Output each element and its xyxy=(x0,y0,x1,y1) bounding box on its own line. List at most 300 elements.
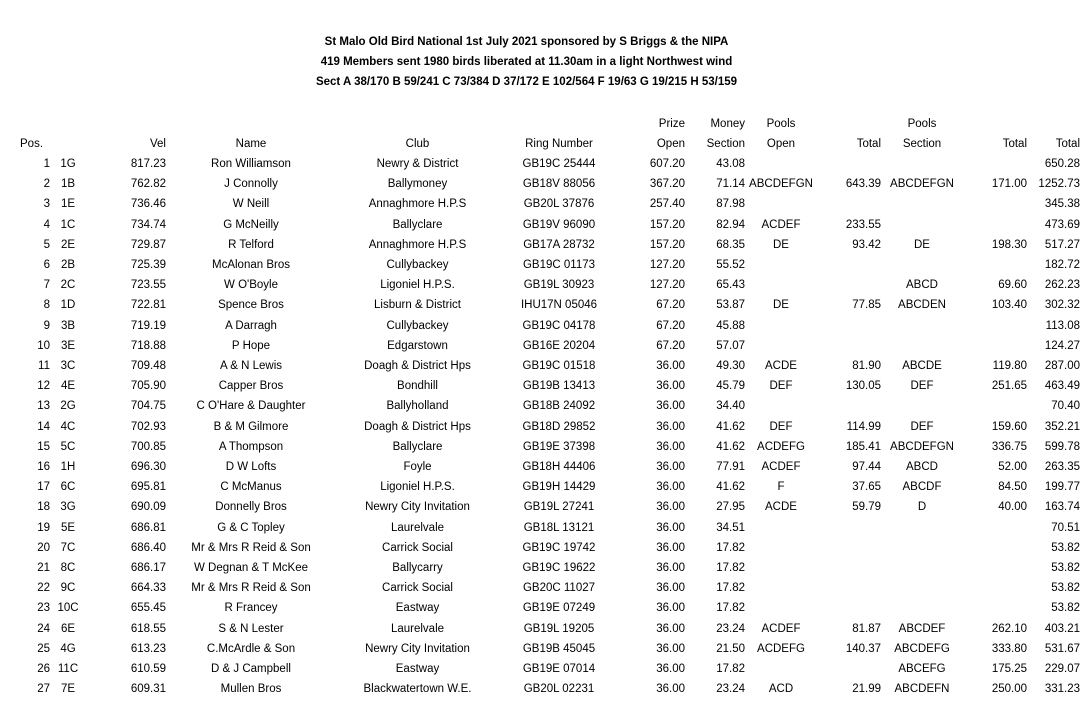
club-cell: Doagh & District Hps xyxy=(364,360,471,373)
club-cell: Bondhill xyxy=(397,380,438,393)
prize-open-cell: 36.00 xyxy=(656,602,685,615)
money-section-cell: 45.79 xyxy=(716,380,745,393)
name-cell: G & C Topley xyxy=(217,521,285,534)
club-cell: Ballyholland xyxy=(386,400,449,413)
money-section-cell: 23.24 xyxy=(716,622,745,635)
ring-number-cell: GB18D 29852 xyxy=(522,420,596,433)
velocity-cell: 729.87 xyxy=(130,238,166,251)
velocity-cell: 609.31 xyxy=(130,683,166,696)
money-section-cell: 17.82 xyxy=(716,602,745,615)
prize-open-cell: 127.20 xyxy=(649,259,685,272)
total-section-cell: 84.50 xyxy=(998,481,1027,494)
col-header-pools-section: Section xyxy=(902,138,942,150)
section-pos-cell: 8C xyxy=(60,562,76,575)
pools-open-cell: DE xyxy=(773,238,789,251)
table-row xyxy=(20,619,1080,639)
velocity-cell: 723.55 xyxy=(130,279,166,292)
pos-cell: 6 xyxy=(43,259,50,272)
name-cell: R Francey xyxy=(224,602,278,615)
pools-section-cell: ABCDEFGN xyxy=(890,178,954,191)
club-cell: Doagh & District Hps xyxy=(364,420,471,433)
velocity-cell: 613.23 xyxy=(130,642,166,655)
pools-open-cell xyxy=(745,518,817,538)
velocity-cell: 690.09 xyxy=(130,501,166,514)
total-cell: 352.21 xyxy=(1044,420,1080,433)
money-section-cell: 27.95 xyxy=(716,501,745,514)
money-section-cell: 21.50 xyxy=(716,642,745,655)
total-open-cell: 21.99 xyxy=(852,683,881,696)
pools-section-cell xyxy=(881,518,963,538)
pools-section-cell: DE xyxy=(914,238,930,251)
pools-open-cell xyxy=(745,316,817,336)
club-cell: Edgarstown xyxy=(387,339,448,352)
name-cell: Ron Williamson xyxy=(211,158,291,170)
section-pos-cell: 9C xyxy=(60,582,76,595)
total-open-cell xyxy=(817,518,881,538)
total-section-cell: 333.80 xyxy=(991,642,1027,655)
section-pos-cell: 1D xyxy=(60,299,76,312)
club-cell: Cullybackey xyxy=(386,319,449,332)
pools-open-cell: ACDEF xyxy=(761,461,801,474)
section-pos-cell: 2B xyxy=(60,259,76,272)
section-pos-cell: 6C xyxy=(60,481,76,494)
prize-open-cell: 36.00 xyxy=(656,582,685,595)
prize-open-cell: 36.00 xyxy=(656,521,685,534)
section-pos-cell: 3C xyxy=(60,360,76,373)
money-section-cell: 43.08 xyxy=(716,158,745,170)
pos-cell: 12 xyxy=(37,380,50,393)
table-row xyxy=(20,316,1080,336)
total-cell: 70.40 xyxy=(1051,400,1080,413)
pools-open-cell xyxy=(745,578,817,598)
table-row xyxy=(20,174,1080,194)
table-row xyxy=(20,154,1080,174)
ring-number-cell: GB18L 13121 xyxy=(523,521,595,534)
prize-open-cell: 607.20 xyxy=(649,158,685,170)
table-row xyxy=(20,497,1080,517)
pools-section-cell: ABCD xyxy=(906,279,938,292)
pools-section-cell xyxy=(881,396,963,416)
money-section-cell: 41.62 xyxy=(716,440,745,453)
section-pos-cell: 2C xyxy=(60,279,76,292)
section-pos-cell: 3E xyxy=(60,339,76,352)
name-cell: G McNeilly xyxy=(223,218,279,231)
club-cell: Cullybackey xyxy=(386,259,449,272)
total-cell: 229.07 xyxy=(1044,663,1080,676)
total-cell: 113.08 xyxy=(1045,319,1080,332)
table-row xyxy=(20,538,1080,558)
total-cell: 182.72 xyxy=(1044,259,1080,272)
name-cell: C.McArdle & Son xyxy=(206,642,296,655)
money-section-cell: 71.14 xyxy=(716,178,745,191)
prize-open-cell: 36.00 xyxy=(656,461,685,474)
velocity-cell: 722.81 xyxy=(130,299,166,312)
money-section-cell: 57.07 xyxy=(716,339,745,352)
section-pos-cell: 5C xyxy=(60,440,76,453)
pools-section-cell xyxy=(881,255,963,275)
total-open-cell xyxy=(817,275,881,295)
pos-cell: 11 xyxy=(38,360,50,373)
results-title: St Malo Old Bird National 1st July 2021 sponsored by S Briggs & the NIPA xyxy=(324,36,729,48)
total-section-cell xyxy=(963,255,1027,275)
table-row xyxy=(20,255,1080,275)
prize-open-cell: 36.00 xyxy=(656,622,685,635)
pos-cell: 3 xyxy=(43,198,50,211)
ring-number-cell: GB19H 14429 xyxy=(522,481,596,494)
total-cell: 1252.73 xyxy=(1038,178,1080,191)
ring-number-cell: GB19E 37398 xyxy=(522,440,596,453)
name-cell: J Connolly xyxy=(224,178,278,191)
total-section-cell xyxy=(963,518,1027,538)
total-cell: 53.82 xyxy=(1051,541,1080,554)
section-pos-cell: 5E xyxy=(60,521,76,534)
section-pos-cell: 1H xyxy=(60,461,76,474)
pools-section-cell xyxy=(881,194,963,214)
ring-number-cell: GB17A 28732 xyxy=(523,238,595,251)
name-cell: Mr & Mrs R Reid & Son xyxy=(191,582,311,595)
money-section-cell: 53.87 xyxy=(716,299,745,312)
total-open-cell xyxy=(817,154,881,174)
velocity-cell: 696.30 xyxy=(130,461,166,474)
total-section-cell xyxy=(963,194,1027,214)
prize-open-cell: 36.00 xyxy=(656,642,685,655)
pos-cell: 18 xyxy=(37,501,50,514)
money-section-cell: 68.35 xyxy=(716,238,745,251)
col-header-vel: Vel xyxy=(150,138,166,150)
section-pos-cell: 4C xyxy=(60,420,76,433)
total-section-cell: 40.00 xyxy=(998,501,1027,514)
pools-section-cell: DEF xyxy=(910,420,934,433)
name-cell: C O'Hare & Daughter xyxy=(196,400,306,413)
total-section-cell: 175.25 xyxy=(991,663,1027,676)
total-open-cell xyxy=(817,336,881,356)
section-pos-cell: 10C xyxy=(57,602,79,615)
section-pos-cell: 3G xyxy=(60,501,76,514)
prize-open-cell: 157.20 xyxy=(649,218,685,231)
total-section-cell xyxy=(963,538,1027,558)
club-cell: Ballycarry xyxy=(392,562,443,575)
pos-cell: 1 xyxy=(43,158,50,170)
pools-open-cell: ACDEF xyxy=(761,218,801,231)
prize-open-cell: 36.00 xyxy=(656,420,685,433)
club-cell: Laurelvale xyxy=(390,622,445,635)
total-open-cell xyxy=(817,316,881,336)
total-section-cell xyxy=(963,316,1027,336)
total-open-cell xyxy=(817,255,881,275)
total-cell: 463.49 xyxy=(1044,380,1080,393)
velocity-cell: 686.81 xyxy=(130,521,166,534)
pools-section-cell: ABCDE xyxy=(902,360,942,373)
name-cell: W Neill xyxy=(232,198,270,211)
table-row xyxy=(20,194,1080,214)
pos-cell: 10 xyxy=(37,339,50,352)
pools-section-cell xyxy=(881,154,963,174)
ring-number-cell: GB19C 01518 xyxy=(522,360,596,373)
pools-open-cell xyxy=(745,255,817,275)
total-cell: 345.38 xyxy=(1044,198,1080,211)
total-cell: 70.51 xyxy=(1051,521,1080,534)
club-cell: Lisburn & District xyxy=(374,299,461,312)
pools-open-cell xyxy=(745,396,817,416)
pos-cell: 15 xyxy=(37,440,50,453)
section-pos-cell: 11C xyxy=(57,663,79,676)
name-cell: Mullen Bros xyxy=(220,683,282,696)
pools-section-cell xyxy=(881,558,963,578)
name-cell: Capper Bros xyxy=(218,380,284,393)
total-section-cell: 251.65 xyxy=(991,380,1027,393)
col-header-total-section: Total xyxy=(1002,138,1027,150)
velocity-cell: 719.19 xyxy=(130,319,166,332)
club-cell: Newry City Invitation xyxy=(365,642,470,655)
table-row xyxy=(20,356,1080,376)
total-open-cell: 37.65 xyxy=(852,481,881,494)
total-open-cell xyxy=(817,598,881,618)
total-section-cell xyxy=(963,336,1027,356)
table-row xyxy=(20,558,1080,578)
total-cell: 403.21 xyxy=(1044,622,1080,635)
total-section-cell: 119.80 xyxy=(992,360,1027,373)
club-cell: Newry & District xyxy=(376,158,459,170)
total-open-cell xyxy=(817,558,881,578)
velocity-cell: 618.55 xyxy=(130,622,166,635)
col-header-prize: Open xyxy=(656,138,685,150)
velocity-cell: 686.40 xyxy=(130,541,166,554)
name-cell: D & J Campbell xyxy=(211,663,291,676)
velocity-cell: 686.17 xyxy=(130,562,166,575)
total-section-cell: 262.10 xyxy=(991,622,1027,635)
ring-number-cell: GB19B 13413 xyxy=(522,380,596,393)
total-section-cell: 103.40 xyxy=(991,299,1027,312)
pos-cell: 8 xyxy=(43,299,50,312)
total-open-cell: 59.79 xyxy=(852,501,881,514)
money-section-cell: 65.43 xyxy=(716,279,745,292)
club-cell: Blackwatertown W.E. xyxy=(363,683,472,696)
name-cell: A Darragh xyxy=(225,319,277,332)
header-row-top xyxy=(20,114,1080,134)
pools-open-cell xyxy=(745,194,817,214)
name-cell: A & N Lewis xyxy=(220,360,282,373)
section-pos-cell: 2E xyxy=(60,238,76,251)
total-open-cell xyxy=(817,396,881,416)
velocity-cell: 734.74 xyxy=(130,218,166,231)
col-header-ring: Ring Number xyxy=(525,138,593,150)
ring-number-cell: GB19L 27241 xyxy=(523,501,595,514)
total-section-cell xyxy=(963,578,1027,598)
prize-open-cell: 36.00 xyxy=(656,501,685,514)
name-cell: C McManus xyxy=(220,481,282,494)
money-section-cell: 82.94 xyxy=(716,218,745,231)
money-section-cell: 34.51 xyxy=(716,521,745,534)
ring-number-cell: GB19E 07014 xyxy=(522,663,596,676)
total-section-cell: 198.30 xyxy=(991,238,1027,251)
total-section-cell: 171.00 xyxy=(991,178,1027,191)
prize-open-cell: 36.00 xyxy=(656,683,685,696)
table-row xyxy=(20,518,1080,538)
table-header xyxy=(20,114,1080,154)
section-pos-cell: 1G xyxy=(60,158,76,170)
total-open-cell: 93.42 xyxy=(852,238,881,251)
prize-open-cell: 36.00 xyxy=(656,400,685,413)
prize-open-cell: 36.00 xyxy=(656,663,685,676)
velocity-cell: 695.81 xyxy=(130,481,166,494)
velocity-cell: 664.33 xyxy=(130,582,166,595)
total-open-cell: 97.44 xyxy=(852,461,881,474)
name-cell: Spence Bros xyxy=(218,299,284,312)
prize-open-cell: 36.00 xyxy=(656,360,685,373)
pools-section-cell: ABCD xyxy=(906,461,938,474)
col-header-name: Name xyxy=(235,138,267,150)
ring-number-cell: GB19L 19205 xyxy=(523,622,595,635)
pools-open-cell: DEF xyxy=(769,380,793,393)
money-section-cell: 23.24 xyxy=(716,683,745,696)
velocity-cell: 736.46 xyxy=(130,198,166,211)
total-section-cell xyxy=(963,396,1027,416)
total-section-cell: 159.60 xyxy=(991,420,1027,433)
prize-open-cell: 36.00 xyxy=(656,562,685,575)
col-header-money: Section xyxy=(706,138,745,150)
total-open-cell: 140.37 xyxy=(845,642,881,655)
total-section-cell xyxy=(963,598,1027,618)
total-open-cell xyxy=(817,194,881,214)
total-section-cell xyxy=(963,215,1027,235)
total-cell: 53.82 xyxy=(1051,582,1080,595)
pools-section-cell: DEF xyxy=(910,380,934,393)
pos-cell: 20 xyxy=(37,541,50,554)
ring-number-cell: GB19C 19742 xyxy=(522,541,596,554)
pools-open-cell: DE xyxy=(773,299,789,312)
section-pos-cell: 1B xyxy=(60,178,76,191)
pools-section-cell xyxy=(881,316,963,336)
total-open-cell: 130.05 xyxy=(845,380,881,393)
col-header-pos: Pos. xyxy=(20,138,44,150)
table-row xyxy=(20,215,1080,235)
club-cell: Ballyclare xyxy=(392,440,443,453)
name-cell: A Thompson xyxy=(218,440,284,453)
total-open-cell xyxy=(817,538,881,558)
pools-section-cell: ABCEFG xyxy=(898,663,946,676)
money-section-cell: 77.91 xyxy=(716,461,745,474)
name-cell: S & N Lester xyxy=(218,622,284,635)
col-header-pools-open: Open xyxy=(766,138,796,150)
velocity-cell: 817.23 xyxy=(130,158,166,170)
name-cell: W Degnan & T McKee xyxy=(194,562,308,575)
total-cell: 302.32 xyxy=(1044,299,1080,312)
ring-number-cell: GB19V 96090 xyxy=(522,218,596,231)
name-cell: R Telford xyxy=(228,238,274,251)
table-row xyxy=(20,437,1080,457)
prize-open-cell: 36.00 xyxy=(656,481,685,494)
pos-cell: 5 xyxy=(43,238,50,251)
ring-number-cell: GB20L 37876 xyxy=(523,198,595,211)
total-cell: 163.74 xyxy=(1044,501,1080,514)
velocity-cell: 702.93 xyxy=(130,420,166,433)
ring-number-cell: GB19B 45045 xyxy=(522,642,596,655)
pools-section-cell xyxy=(881,578,963,598)
table-row xyxy=(20,477,1080,497)
ring-number-cell: GB20C 11027 xyxy=(522,582,596,595)
table-row xyxy=(20,457,1080,477)
total-open-cell: 77.85 xyxy=(852,299,881,312)
total-open-cell: 233.55 xyxy=(845,218,881,231)
total-cell: 599.78 xyxy=(1044,440,1080,453)
ring-number-cell: GB16E 20204 xyxy=(522,339,596,352)
club-cell: Carrick Social xyxy=(382,582,453,595)
pos-cell: 23 xyxy=(37,602,50,615)
total-section-cell xyxy=(963,558,1027,578)
total-cell: 53.82 xyxy=(1051,562,1080,575)
pools-open-cell: ACDEFG xyxy=(757,642,805,655)
pos-cell: 7 xyxy=(43,279,50,292)
prize-open-cell: 67.20 xyxy=(656,319,685,332)
pools-open-cell xyxy=(745,154,817,174)
velocity-cell: 705.90 xyxy=(130,380,166,393)
total-cell: 531.67 xyxy=(1044,642,1080,655)
col-header-prize-top: Prize xyxy=(658,118,685,130)
section-pos-cell: 7C xyxy=(60,541,76,554)
pools-section-cell: ABCDEFGN xyxy=(890,440,954,453)
name-cell: Donnelly Bros xyxy=(215,501,287,514)
section-pos-cell: 3B xyxy=(60,319,76,332)
prize-open-cell: 36.00 xyxy=(656,541,685,554)
total-cell: 473.69 xyxy=(1044,218,1080,231)
money-section-cell: 17.82 xyxy=(716,562,745,575)
money-section-cell: 55.52 xyxy=(716,259,745,272)
total-cell: 331.23 xyxy=(1044,683,1080,696)
money-section-cell: 17.82 xyxy=(716,541,745,554)
ring-number-cell: GB18H 44406 xyxy=(522,461,596,474)
name-cell: P Hope xyxy=(231,339,271,352)
prize-open-cell: 257.40 xyxy=(649,198,685,211)
pos-cell: 4 xyxy=(43,218,50,231)
money-section-cell: 17.82 xyxy=(716,663,745,676)
pools-open-cell: ABCDEFGN xyxy=(749,178,813,191)
pos-cell: 26 xyxy=(37,663,50,676)
ring-number-cell: GB19C 01173 xyxy=(522,259,596,272)
pools-section-cell xyxy=(881,215,963,235)
section-pos-cell: 1E xyxy=(60,198,76,211)
col-header-club: Club xyxy=(405,138,430,150)
table-body xyxy=(20,154,1080,699)
col-header-pools-section-top: Pools xyxy=(907,118,937,130)
total-section-cell: 69.60 xyxy=(998,279,1027,292)
money-section-cell: 49.30 xyxy=(716,360,745,373)
pools-section-cell xyxy=(881,336,963,356)
total-cell: 650.28 xyxy=(1044,158,1080,170)
table-row xyxy=(20,275,1080,295)
pools-open-cell: ACDE xyxy=(765,360,797,373)
ring-number-cell: GB19L 30923 xyxy=(523,279,595,292)
velocity-cell: 704.75 xyxy=(130,400,166,413)
pools-section-cell: D xyxy=(917,501,927,514)
total-section-cell: 250.00 xyxy=(991,683,1027,696)
name-cell: D W Lofts xyxy=(225,461,277,474)
prize-open-cell: 67.20 xyxy=(656,339,685,352)
club-cell: Ballyclare xyxy=(392,218,443,231)
velocity-cell: 700.85 xyxy=(130,440,166,453)
pools-open-cell: ACDEFG xyxy=(757,440,805,453)
col-header-money-top: Money xyxy=(710,118,745,130)
pools-open-cell xyxy=(745,538,817,558)
pools-section-cell: ABCDF xyxy=(902,481,942,494)
club-cell: Annaghmore H.P.S xyxy=(368,238,467,251)
pools-open-cell xyxy=(745,598,817,618)
money-section-cell: 87.98 xyxy=(716,198,745,211)
table-row xyxy=(20,578,1080,598)
velocity-cell: 762.82 xyxy=(130,178,166,191)
velocity-cell: 718.88 xyxy=(130,339,166,352)
section-pos-cell: 4E xyxy=(60,380,76,393)
pools-section-cell xyxy=(881,598,963,618)
